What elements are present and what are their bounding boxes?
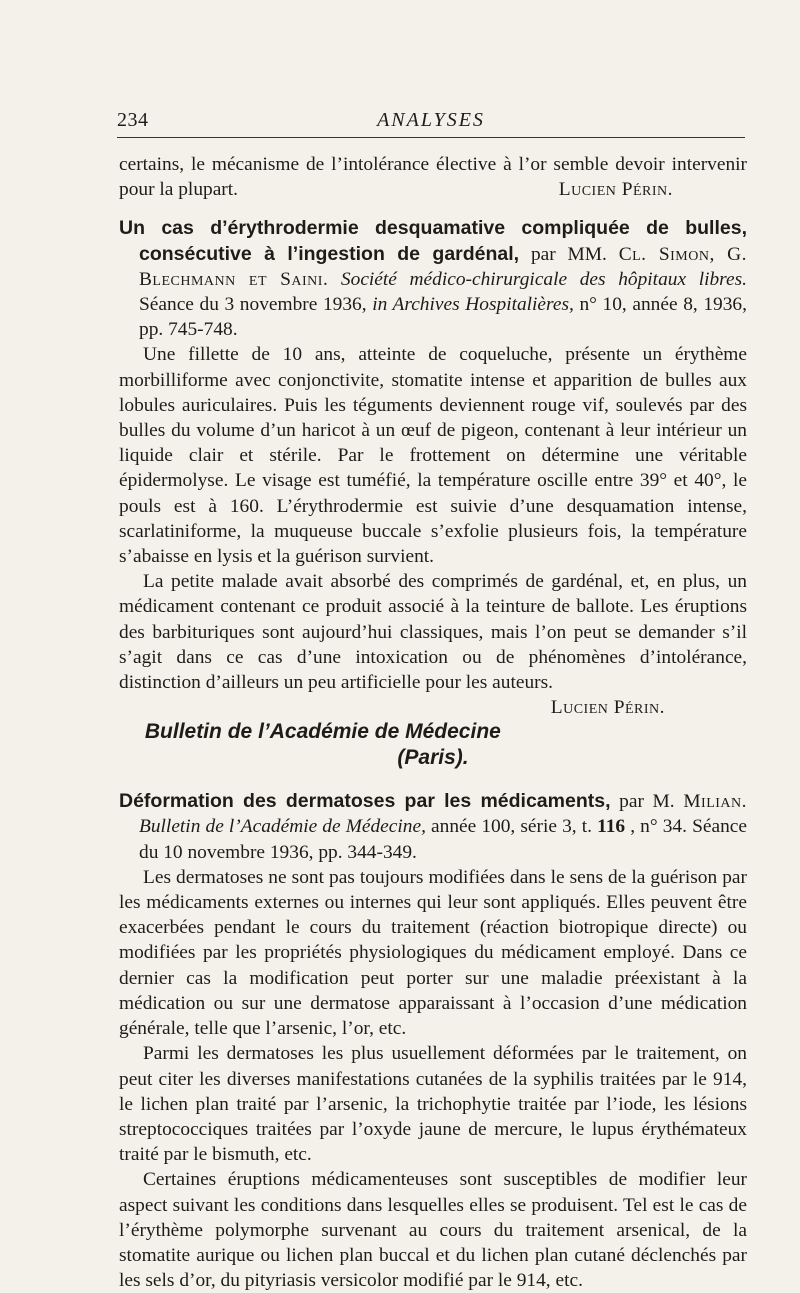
article2-title: Déformation des dermatoses par les médicaments, xyxy=(119,790,611,813)
section-title: Bulletin de l’Académie de Médecine (Paris). xyxy=(144,720,501,770)
article1-title: Un cas d’érythrodermie desquamative compliquée de bulles, consécutive à l’ingestion de gardénal, xyxy=(119,217,747,265)
article1-journal: Société médico-chirurgicale des hôpitaux libres. xyxy=(340,268,747,290)
article1-paragraph-2-text: La petite malade avait absorbé des comprimés de gardénal, et, en plus, un médicament contenant ce produit associé à la teinture de ballote. Les éruptions des barbituriques sont aujourd’hui classiques, mais l’on peut se demander s’il s’agit dans ce cas d’une intoxication ou de phénomènes d’intolérance, distinction d’ailleurs un peu artificielle pour les auteurs. xyxy=(119,571,747,694)
article1-reference xyxy=(119,216,747,342)
article1-paragraph-1: Une fillette de 10 ans, atteinte de coqueluche, présente un érythème morbilliforme avec conjonctivite, stomatite intense et apparition de bulles aux lobules auriculaires. Puis les téguments deviennent rouge vif, soulevés par des bulles du volume d’un haricot à un œuf de pigeon, contenant à leur intérieur un liquide clair et stérile. Par le frottement on détermine une véritable épidermolyse. Le visage est tuméfié, la température oscille entre 39° et 40°, le pouls est à 160. L’érythrodermie est suivie d’une desquamation intense, scarlatiniforme, la muqueuse buccale s’exfolie plusieurs fois, la température s’abaisse en lysis et la guérison survient. xyxy=(119,344,747,568)
article1-authors: Cl. Simon, G. Blechmann et Saini. xyxy=(139,243,747,290)
article2-paragraph-1: Les dermatoses ne sont pas toujours modifiées dans le sens de la guérison par les médicaments externes ou internes qui leur sont appliqués. Elles peuvent être exacerbées pendant le cours du traitement (réaction biotropique directe) ou modifiées par les propriétés physiologiques du médicament employé. Dans ce dernier cas la modification peut porter sur une maladie préexistant à la médication ou sur une dermatose apparaissant à l’occasion d’une médication générale, telle que l’arsenic, l’or, etc. xyxy=(119,866,747,1040)
continuation-signature: Lucien Périn. xyxy=(558,179,673,201)
article2-ref-post: , n° 34. Séance du 10 novembre 1936, pp. 344-349. xyxy=(139,816,747,863)
article1-signature: Lucien Périn. xyxy=(550,697,665,719)
page-number: 234 xyxy=(117,109,149,131)
article2-volume: 116 xyxy=(597,816,626,838)
article2-journal: Bulletin de l’Académie de Médecine, xyxy=(139,816,426,838)
article2-paragraph-3: Certaines éruptions médicamenteuses sont susceptibles de modifier leur aspect suivant les conditions dans lesquelles elles se produisent. Tel est le cas de l’érythème polymorphe survenant au cours du traitement arsenical, de la stomatite aurique ou lichen plan buccal et du lichen plan cutané déclenchés par les sels d’or, du pityriasis versicolor modifié par le 914, etc. xyxy=(119,1169,747,1292)
page-header xyxy=(117,103,745,138)
continuation-paragraph xyxy=(119,152,747,202)
article1-seance: Séance du 3 novembre 1936, xyxy=(139,294,373,316)
article1-authors-pre: par MM. xyxy=(530,243,619,265)
spacer xyxy=(119,771,747,789)
article2-paragraph-2: Parmi les dermatoses les plus usuellement déformées par le traitement, on peut citer les diverses manifestations cutanées de la syphilis traitées par le 914, le lichen plan traité par l’arsenic, la trichophytie traitée par l’iode, les lésions streptococciques traitées par l’oxyde jaune de mercure, le lupus érythémateux traité par le bismuth, etc. xyxy=(119,1043,747,1166)
spacer xyxy=(119,202,747,216)
continuation-text: certains, le mécanisme de l’intolérance élective à l’or semble devoir intervenir pour la plupart. xyxy=(119,154,747,201)
article1-paragraph-2 xyxy=(119,569,747,719)
running-head: ANALYSES xyxy=(377,109,485,131)
article2-authors-pre: par M. xyxy=(619,791,684,813)
article1-issue: n° 10, année 8, 1936, pp. 745-748. xyxy=(139,294,747,341)
article2-author: Milian. xyxy=(683,791,747,813)
page-content xyxy=(119,152,747,1293)
article1-archives: in Archives Hospitalières, xyxy=(372,294,574,316)
article2-reference xyxy=(119,789,747,865)
article2-ref-pre: année 100, série 3, t. xyxy=(431,816,598,838)
